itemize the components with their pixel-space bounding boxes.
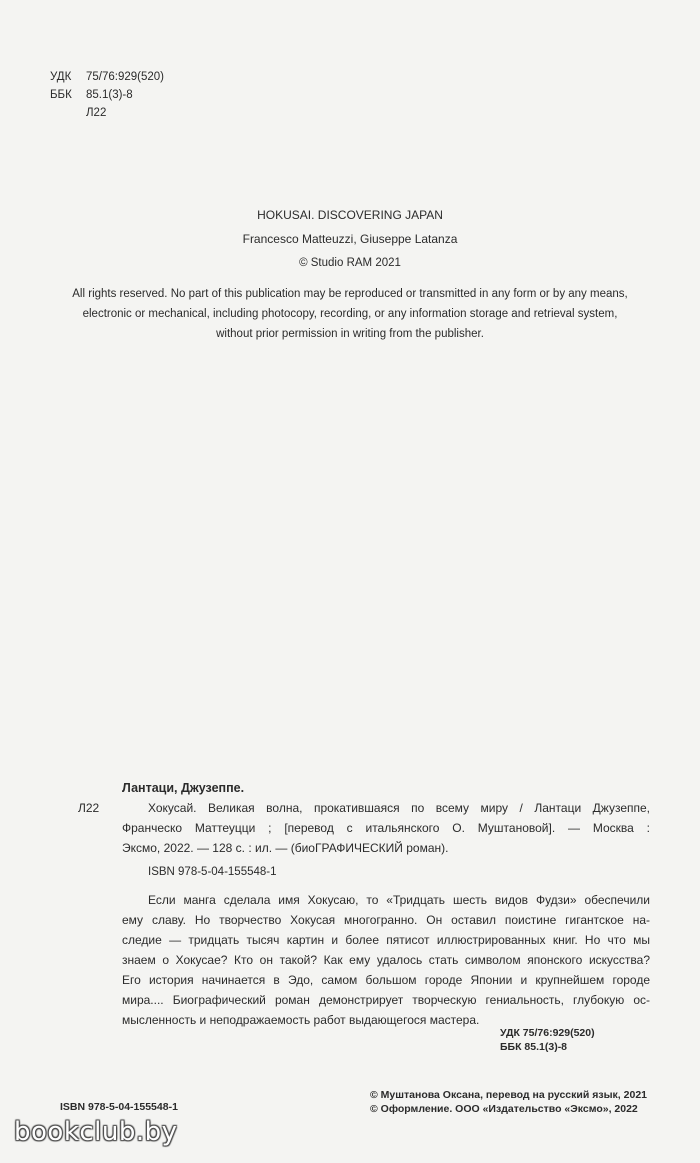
annotation-line: Если манга сделала имя Хокусаю, то «Тридцать шесть видов Фудзи» обеспечили	[148, 893, 650, 907]
annotation-line: мысленность и неподражаемость работ выдающегося мастера.	[122, 1013, 480, 1027]
udk-value: 75/76:929(520)	[86, 71, 165, 83]
original-title: HOKUSAI. DISCOVERING JAPAN	[257, 208, 443, 222]
author-mark-row	[50, 104, 164, 122]
catalog-heading: Лантаци, Джузеппе.	[122, 781, 245, 795]
rights-notice	[40, 284, 660, 344]
annotation-line: знаем о Хокусае? Кто он такой? Как ему удалось стать символом японского искусства?	[122, 953, 650, 967]
catalog-description	[122, 798, 650, 858]
udk-label: УДК	[50, 71, 72, 83]
rights-line: All rights reserved. No part of this publication may be reproduced or transmitted in any form or by any means,	[72, 288, 628, 300]
bbk-value: 85.1(3)-8	[86, 89, 133, 101]
watermark-logo: bookclub.by	[14, 1117, 178, 1147]
catalog-udk: УДК 75/76:929(520)	[500, 1027, 595, 1039]
bbk-label: ББК	[50, 89, 72, 101]
original-copyright: © Studio RAM 2021	[299, 257, 401, 269]
catalog-line: Эксмо, 2022. — 128 с. : ил. — (биоГРАФИЧЕСКИЙ роман).	[122, 841, 449, 855]
annotation-line: мира.... Биографический роман демонстрирует творческую гениальность, глубокую ос-	[122, 993, 650, 1007]
annotation-line: следие — тридцать тысяч картин и более пятисот иллюстрированных книг. Но что мы	[122, 933, 650, 947]
catalog-mark: Л22	[78, 801, 100, 815]
original-authors: Francesco Matteuzzi, Giuseppe Latanza	[242, 232, 458, 246]
author-mark: Л22	[86, 107, 107, 119]
footer-copyrights	[370, 1088, 660, 1116]
translation-copyright: © Муштанова Оксана, перевод на русский язык, 2021	[370, 1089, 647, 1101]
bbk-row	[50, 86, 164, 104]
classification-block	[50, 68, 164, 122]
catalog-line: Франческо Маттеуцци ; [перевод с итальянского О. Муштановой]. — Москва :	[122, 821, 650, 835]
udk-row	[50, 68, 164, 86]
rights-line: electronic or mechanical, including photocopy, recording, or any information storage and retrieval system,	[82, 308, 618, 320]
catalog-bbk: ББК 85.1(3)-8	[500, 1041, 568, 1053]
design-copyright: © Оформление. ООО «Издательство «Эксмо», 2022	[370, 1103, 638, 1115]
annotation-line: Его история начинается в Эдо, самом большом городе Японии и крупнейшем городе	[122, 973, 650, 987]
annotation-line: ему славу. Но творчество Хокусая многогранно. Он оставил поистине гигантское на-	[122, 913, 650, 927]
catalog-line: Хокусай. Великая волна, прокатившаяся по всему миру / Лантаци Джузеппе,	[148, 801, 650, 815]
catalog-isbn: ISBN 978-5-04-155548-1	[148, 866, 277, 878]
catalog-udk-bbk	[500, 1026, 650, 1054]
footer-isbn: ISBN 978-5-04-155548-1	[60, 1101, 178, 1113]
rights-line: without prior permission in writing from the publisher.	[216, 328, 484, 340]
annotation	[122, 890, 650, 1030]
